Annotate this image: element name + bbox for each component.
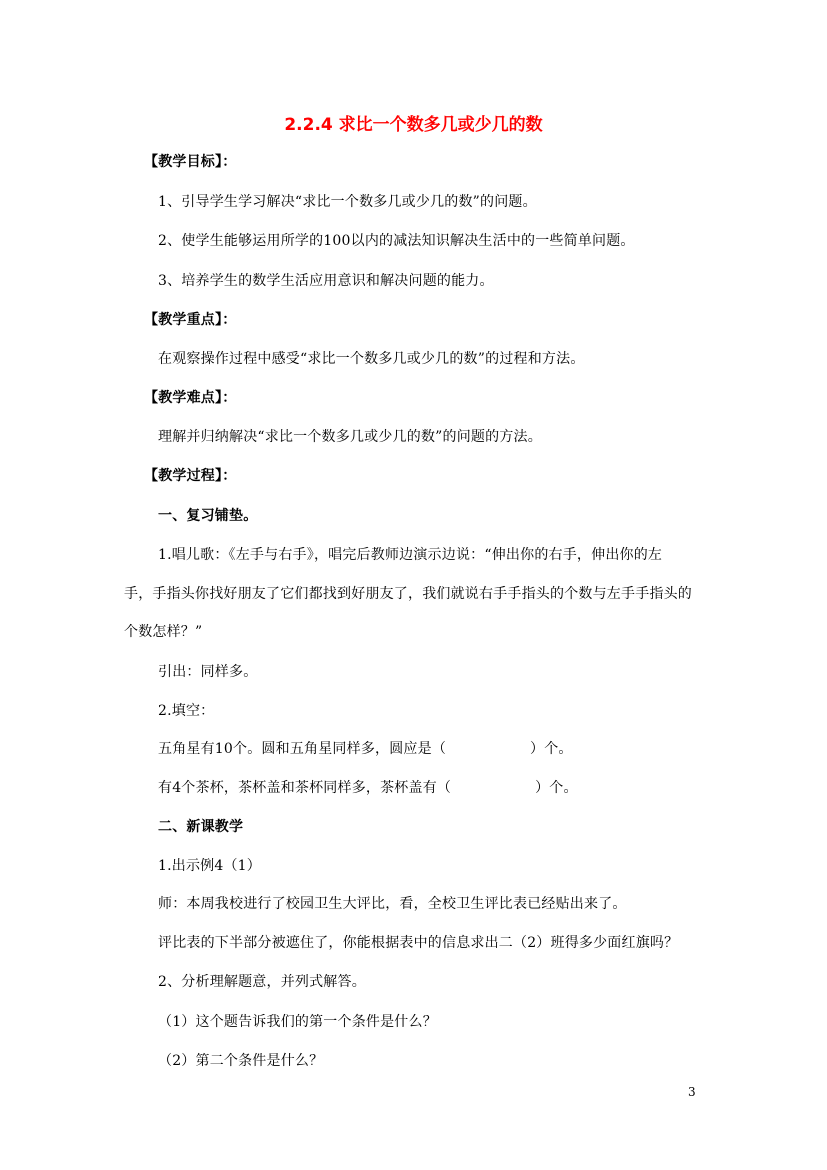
paragraph-song-line-2: 手，手指头你找好朋友了它们都找到好朋友了，我们就说右手手指头的个数与左手手指头的 bbox=[124, 586, 692, 602]
teacher-intro-line: 师：本周我校进行了校园卫生大评比，看，全校卫生评比表已经贴出来了。 bbox=[158, 896, 627, 912]
section-heading-difficulties: 【教学难点】： bbox=[144, 390, 237, 406]
lesson-title: 2.2.4 求比一个数多几或少几的数 bbox=[284, 115, 543, 135]
section-heading-objectives: 【教学目标】： bbox=[144, 154, 237, 170]
analysis-heading: 2、分析理解题意，并列式解答。 bbox=[158, 974, 366, 990]
question-1-text-after: ）个。 bbox=[530, 741, 573, 757]
fill-blank-question-2 bbox=[158, 779, 578, 797]
objective-3: 3、培养学生的数学生活应用意识和解决问题的能力。 bbox=[158, 273, 494, 289]
analysis-question-1: （1）这个题告诉我们的第一个条件是什么？ bbox=[158, 1014, 437, 1030]
page-number: 3 bbox=[688, 1085, 696, 1099]
question-line: 评比表的下半部分被遮住了，你能根据表中的信息求出二（2）班得多少面红旗吗？ bbox=[158, 935, 679, 951]
analysis-question-2: （2）第二个条件是什么？ bbox=[158, 1053, 324, 1069]
example-4-line: 1.出示例4（1） bbox=[158, 858, 261, 874]
key-point-text: 在观察操作过程中感受“求比一个数多几或少几的数”的过程和方法。 bbox=[158, 351, 585, 367]
lead-out-text: 引出：同样多。 bbox=[158, 664, 258, 680]
section-heading-process: 【教学过程】： bbox=[144, 468, 237, 484]
fill-blank-question-1 bbox=[158, 740, 573, 758]
paragraph-song-line-1: 1.唱儿歌：《左手与右手》，唱完后教师边演示边说：“伸出你的右手，伸出你的左 bbox=[158, 547, 663, 563]
question-2-text-after: ）个。 bbox=[535, 780, 578, 796]
question-2-text-before: 有4个茶杯，茶杯盖和茶杯同样多，茶杯盖有（ bbox=[158, 780, 452, 796]
part-2-heading: 二、新课教学 bbox=[158, 819, 244, 835]
objective-2: 2、使学生能够运用所学的100以内的减法知识解决生活中的一些简单问题。 bbox=[158, 233, 635, 249]
part-1-heading: 一、复习铺垫。 bbox=[158, 508, 258, 524]
difficulty-text: 理解并归纳解决“求比一个数多几或少几的数”的问题的方法。 bbox=[158, 429, 542, 445]
question-1-text-before: 五角星有10个。圆和五角星同样多，圆应是（ bbox=[158, 741, 447, 757]
paragraph-song-line-3: 个数怎样？” bbox=[124, 624, 203, 640]
fill-blank-heading: 2.填空： bbox=[158, 703, 215, 719]
objective-1: 1、引导学生学习解决“求比一个数多几或少几的数”的问题。 bbox=[158, 194, 537, 210]
section-heading-key-points: 【教学重点】： bbox=[144, 312, 237, 328]
